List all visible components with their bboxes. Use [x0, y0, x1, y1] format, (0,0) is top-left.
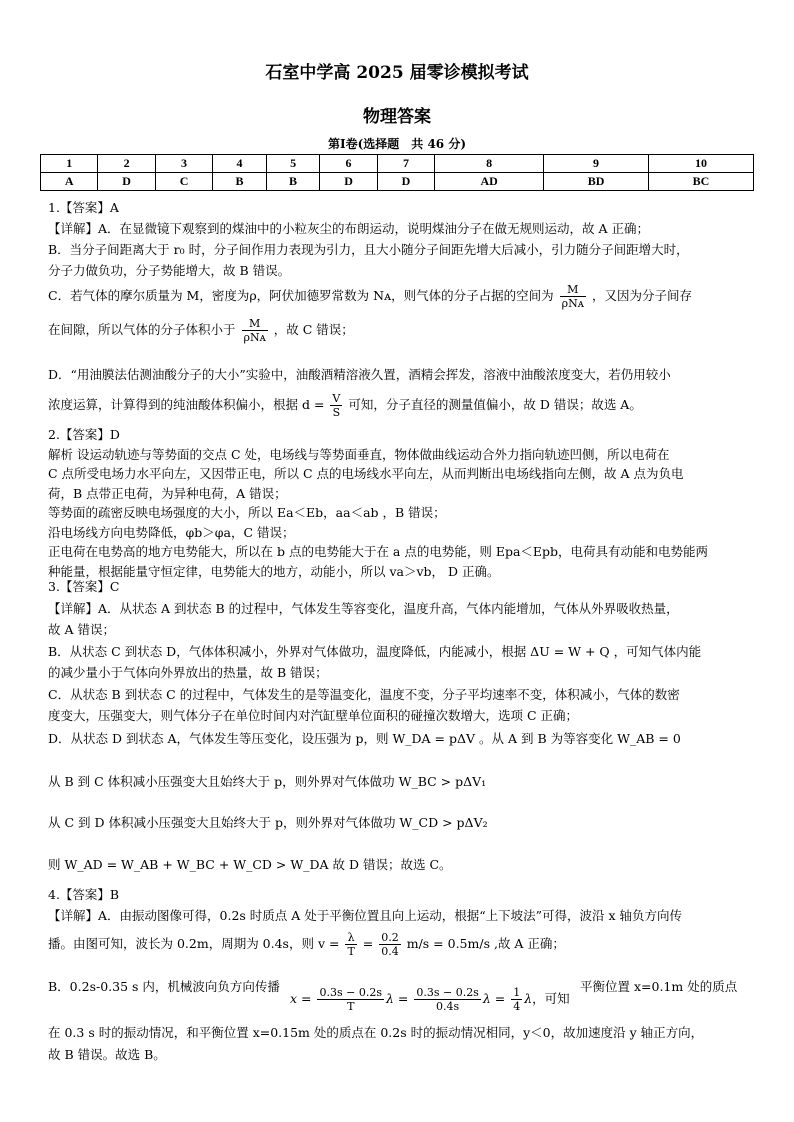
answer-number: 4 — [213, 155, 267, 173]
q3-heading: 3.【答案】C — [48, 579, 120, 594]
q4-b-line-2: 在 0.3 s 时的振动情况，和平衡位置 x=0.15m 处的质点在 0.2s 时的振动情况相同，y＜0，故加速度沿 y 轴正方向， — [48, 1025, 704, 1040]
q1-c-fraction: $\frac{M}{\text{ρNᴀ}}$ — [561, 283, 584, 310]
q1-c-text-4: ，故 C 错误； — [273, 322, 354, 337]
q1-option-b: B．当分子间距离大于 r₀ 时，分子间作用力表现为引力，且大小随分子间距先增大后减小，引力随分子间距增大时， — [48, 242, 689, 257]
q4-b-text-2: 平衡位置 x=0.1m 处的质点 — [580, 979, 738, 994]
answer-table — [40, 154, 754, 191]
answer-number: 3 — [155, 155, 212, 173]
answer-key: B — [213, 173, 267, 191]
q3-option-a: 【详解】A．从状态 A 到状态 B 的过程中，气体发生等容变化，温度升高，气体内能增加，气体从外界吸收热量， — [48, 600, 679, 616]
q3-option-d-2: 从 B 到 C 体积减小压强变大且始终大于 p，则外界对气体做功 W_BC > pΔV₁ — [48, 774, 487, 789]
q4-b-equation: x = $\frac{0.3s - 0.2s}{T}$ λ = $\frac{0.3s - 0.2s}{0.4s}$ λ = $\frac{1}{4}$ λ，可知 — [290, 986, 570, 1013]
q2-line: 沿电场线方向电势降低，φb＞φa，C 错误； — [48, 524, 295, 540]
answer-key: C — [155, 173, 212, 191]
q3-option-a-cont: 故 A 错误； — [48, 622, 115, 637]
question-3 — [48, 576, 748, 727]
q1-c-text-2: ，又因为分子间存 — [591, 288, 692, 303]
q1-option-b-cont: 分子力做负功，分子势能增大，故 B 错误。 — [48, 263, 291, 278]
q1-option-d — [48, 362, 748, 419]
answer-number: 9 — [544, 155, 649, 173]
q3-option-b-cont: 的减少量小于气体向外界放出的热量，故 B 错误； — [48, 665, 328, 680]
exam-title: 石室中学高 2025 届零诊模拟考试 — [265, 63, 529, 83]
answer-number: 10 — [649, 155, 754, 173]
question-4 — [48, 884, 748, 926]
q1-c-text: C．若气体的摩尔质量为 M，密度为ρ，阿伏加德罗常数为 Nᴀ，则气体的分子占据的空间为 — [48, 288, 554, 303]
q1-d-fraction: $\frac{V}{S}$ — [332, 392, 341, 419]
answer-number: 7 — [377, 155, 434, 173]
q2-line: 正电荷在电势高的地方电势能大，所以在 b 点的电势能大于在 a 点的电势能，则 Epa＜Epb，电荷具有动能和电势能两 — [48, 544, 709, 559]
q1-option-c — [48, 282, 748, 344]
q1-c-fraction-2: $\frac{M}{\text{ρNᴀ}}$ — [243, 317, 266, 344]
answer-number: 8 — [435, 155, 544, 173]
answer-number: 6 — [320, 155, 377, 173]
question-2 — [48, 425, 748, 581]
answer-key: BD — [544, 173, 649, 191]
answer-key: D — [98, 173, 155, 191]
answer-number-row — [41, 155, 754, 173]
answer-number: 2 — [98, 155, 155, 173]
q2-heading: 2.【答案】D — [48, 427, 120, 442]
q4-option-b — [48, 976, 748, 1066]
q2-line: 种能量，根据能量守恒定律，电势能大的地方，动能小，所以 va＞vb， D 正确。 — [48, 563, 500, 579]
q3-option-d-1: D．从状态 D 到状态 A，气体发生等压变化，设压强为 p，则 W_DA = pΔV 。从 A 到 B 为等容变化 W_AB = 0 — [48, 731, 681, 746]
q4-b-line-3: 故 B 错误。故选 B。 — [48, 1047, 166, 1062]
q4-heading: 4.【答案】B — [48, 887, 120, 902]
q2-line: 荷，B 点带正电荷，为异种电荷，A 错误； — [48, 485, 287, 501]
q4-fraction-values: $\frac{0.2}{0.4}$ — [381, 931, 399, 958]
q4-fraction-lambda-t: $\frac{\lambda}{T}$ — [347, 931, 355, 958]
answer-key: B — [266, 173, 320, 191]
q4-option-a: 【详解】A．由振动图像可得，0.2s 时质点 A 处于平衡位置且向上运动，根据“上下坡法”可得，波沿 x 轴负方向传 — [48, 908, 683, 923]
answer-number: 5 — [266, 155, 320, 173]
q1-heading: 1.【答案】A — [48, 200, 119, 215]
question-1 — [48, 197, 748, 281]
q3-option-b: B．从状态 C 到状态 D，气体体积减小，外界对气体做功，温度降低，内能减小，根据 ΔU = W + Q ，可知气体内能 — [48, 643, 702, 659]
q2-line: 等势面的疏密反映电场强度的大小，所以 Ea＜Eb，aa＜ab ，B 错误； — [48, 505, 446, 520]
answer-number: 1 — [41, 155, 98, 173]
q1-c-text-3: 在间隙，所以气体的分子体积小于 — [48, 322, 236, 337]
q1-d-text: 浓度运算，计算得到的纯油酸体积偏小，根据 d = — [48, 397, 325, 412]
answer-key: D — [320, 173, 377, 191]
q2-line: C 点所受电场力水平向左，又因带正电，所以 C 点的电场线水平向左，从而判断出电场线指向左侧，故 A 点为负电 — [48, 466, 684, 481]
q3-option-d-3: 从 C 到 D 体积减小压强变大且始终大于 p，则外界对气体做功 W_CD > pΔV₂ — [48, 815, 488, 830]
answer-key: BC — [649, 173, 754, 191]
exam-subtitle: 物理答案 — [363, 107, 431, 127]
q1-d-line-1: D．“用油膜法估测油酸分子的大小”实验中，油酸酒精溶液久置，酒精会挥发，溶液中油酸浓度变大，若仍用较小 — [48, 367, 671, 382]
q2-line: 解析 设运动轨迹与等势面的交点 C 处，电场线与等势面垂直，物体做曲线运动合外力指向轨迹凹侧，所以电荷在 — [48, 446, 670, 462]
answer-key: A — [41, 173, 98, 191]
q3-option-d-4: 则 W_AD = W_AB + W_BC + W_CD > W_DA 故 D 错误；故选 C。 — [48, 857, 452, 872]
answer-key: AD — [435, 173, 544, 191]
q3-option-c-cont: 度变大，压强变大，则气体分子在单位时间内对汽缸壁单位面积的碰撞次数增大，选项 C 正确； — [48, 708, 579, 723]
q4-b-text: B．0.2s-0.35 s 内，机械波向负方向传播 — [48, 979, 280, 994]
answer-key: D — [377, 173, 434, 191]
answer-key-row — [41, 173, 754, 191]
section-heading: 第I卷(选择题 共 46 分) — [327, 137, 467, 151]
q1-d-text-2: 可知，分子直径的测量值偏小，故 D 错误；故选 A。 — [348, 397, 642, 412]
q4-option-a-cont: 播。由图可知，波长为 0.2m，周期为 0.4s，则 v = $\frac{\lambda}{T}$ = $\frac{0.2}{0.4}$ m/s = 0.5m/s ,故 A 正确； — [48, 931, 565, 958]
q3-option-c: C．从状态 B 到状态 C 的过程中，气体发生的是等温变化，温度不变，分子平均速率不变，体积减小，气体的数密 — [48, 686, 680, 702]
q1-option-a: 【详解】A．在显微镜下观察到的煤油中的小粒灰尘的布朗运动，说明煤油分子在做无规则运动，故 A 正确； — [48, 221, 650, 236]
